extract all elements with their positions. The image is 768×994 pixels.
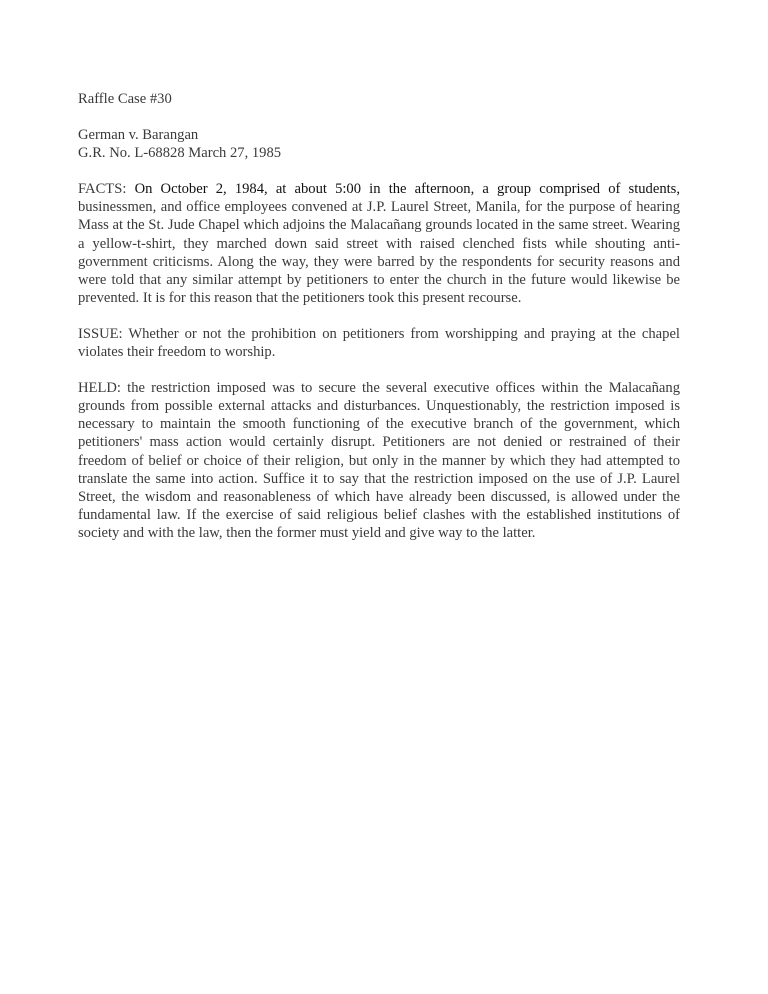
document-page: [78, 90, 680, 560]
facts-paragraph: [78, 180, 680, 307]
facts-lead: On October 2, 1984, at about 5:00 in the afternoon, a group comprised of students,: [134, 181, 680, 198]
facts-body: businessmen, and office employees convened at J.P. Laurel Street, Manila, for the purpose of hearing Mass at the St. Jude Chapel which adjoins the Malacañang grounds located in the same street. Wearing a yellow-t-shirt, they marched down said street with raised clenched fists while shouting anti-government criticisms. Along the way, they were barred by the respondents for security reasons and were told that any similar attempt by petitioners to enter the church in the future would likewise be prevented. It is for this reason that the petitioners took this present recourse.: [78, 199, 680, 306]
case-title: Raffle Case #30: [78, 91, 172, 107]
held-paragraph: HELD: the restriction imposed was to secure the several executive offices within the Malacañang grounds from possible external attacks and disturbances. Unquestionably, the restriction imposed is necessary to maintain the smooth functioning of the executive branch of the government, which petitioners' mass action would certainly disrupt. Petitioners are not denied or restrained of their freedom of belief or choice of their religion, but only in the manner by which they had attempted to translate the same into action. Suffice it to say that the restriction imposed on the use of J.P. Laurel Street, the wisdom and reasonableness of which have already been discussed, is allowed under the fundamental law. If the exercise of said religious belief clashes with the established institutions of society and with the law, then the former must yield and give way to the latter.: [78, 380, 680, 541]
case-citation: [78, 126, 680, 162]
facts-label: FACTS:: [78, 181, 135, 198]
case-name: German v. Barangan: [78, 127, 199, 144]
case-number: G.R. No. L-68828 March 27, 1985: [78, 145, 282, 162]
issue-paragraph: ISSUE: Whether or not the prohibition on petitioners from worshipping and praying at the chapel violates their freedom to worship.: [78, 325, 680, 361]
